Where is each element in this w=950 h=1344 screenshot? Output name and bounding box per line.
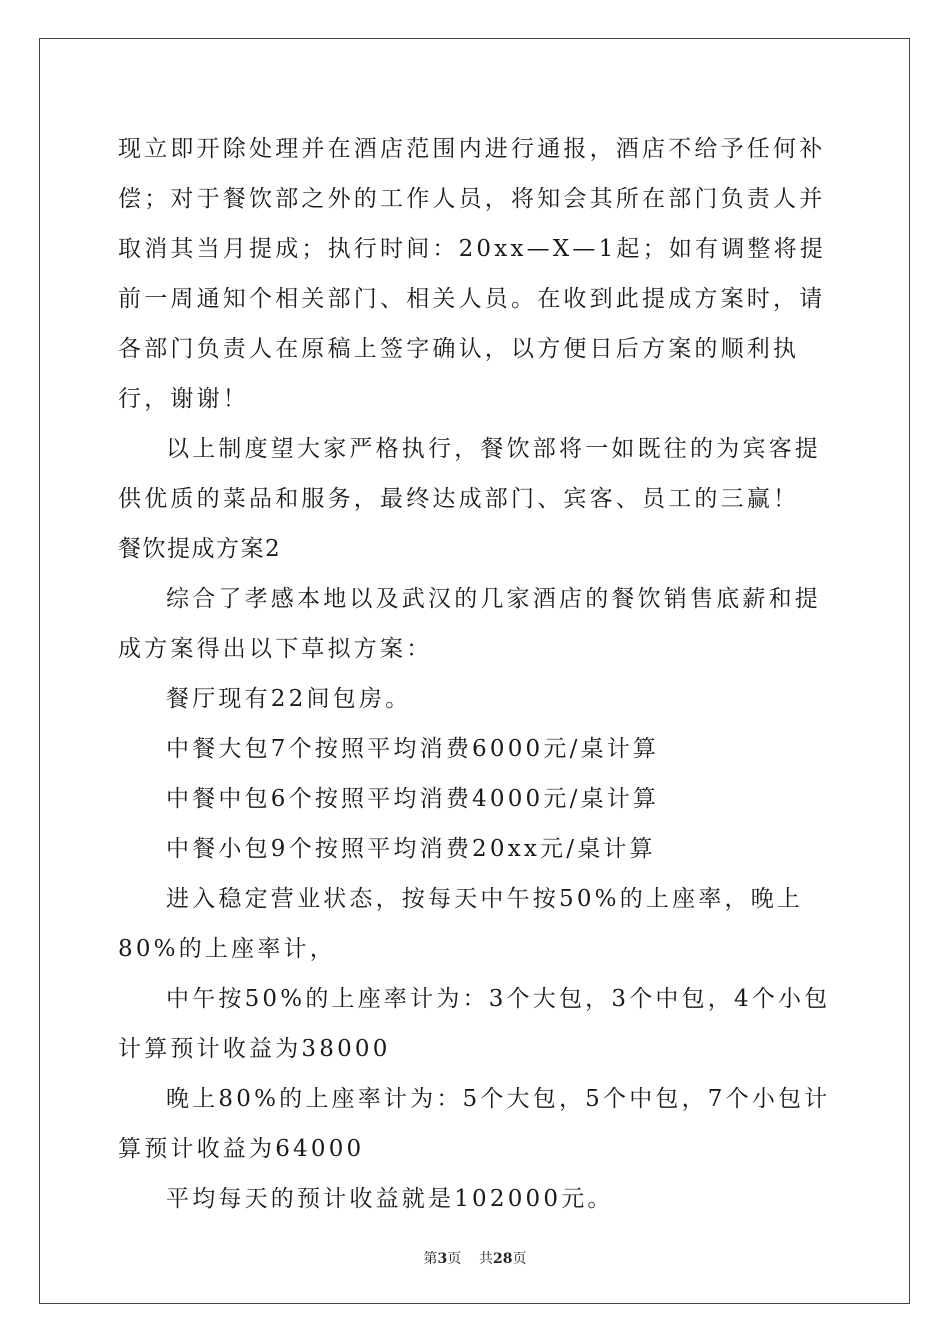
paragraph-intro: 综合了孝感本地以及武汉的几家酒店的餐饮销售底薪和提成方案得出以下草拟方案： — [118, 586, 821, 662]
page-footer — [0, 1248, 950, 1268]
paragraph-continuation: 现立即开除处理并在酒店范围内进行通报，酒店不给予任何补偿；对于餐饮部之外的工作人员，将知会其所在部门负责人并取消其当月提成；执行时间：20xx—X—1起；如有调整将提前一周通知个相关部门、相关人员。在收到此提成方案时，请各部门负责人在原稿上签字确认，以方便日后方案的顺利执行，谢谢！ — [118, 136, 827, 412]
page-suffix: 页 — [447, 1251, 462, 1267]
page-prefix: 第 — [423, 1251, 438, 1267]
paragraph-occupancy: 进入稳定营业状态，按每天中午按50%的上座率，晚上80%的上座率计， — [118, 886, 804, 962]
paragraph-small-rooms: 中餐小包9个按照平均消费20xx元/桌计算 — [166, 836, 656, 862]
total-pages: 28 — [493, 1251, 513, 1267]
paragraph-daily-revenue: 平均每天的预计收益就是102000元。 — [166, 1186, 614, 1212]
document-body — [118, 124, 836, 1224]
page-number: 3 — [437, 1251, 448, 1267]
total-suffix: 页 — [512, 1251, 527, 1267]
paragraph-large-rooms: 中餐大包7个按照平均消费6000元/桌计算 — [166, 736, 660, 762]
paragraph-evening-revenue: 晚上80%的上座率计为：5个大包，5个中包，7个小包计算预计收益为64000 — [118, 1086, 831, 1162]
paragraph-closing: 以上制度望大家严格执行，餐饮部将一如既往的为宾客提供优质的菜品和服务，最终达成部门、宾客、员工的三赢！ — [118, 436, 821, 512]
paragraph-rooms: 餐厅现有22间包房。 — [166, 686, 412, 712]
paragraph-noon-revenue: 中午按50%的上座率计为：3个大包，3个中包，4个小包计算预计收益为38000 — [118, 986, 831, 1062]
total-prefix: 共 — [479, 1251, 494, 1267]
paragraph-medium-rooms: 中餐中包6个按照平均消费4000元/桌计算 — [166, 786, 660, 812]
section-heading: 餐饮提成方案2 — [118, 536, 282, 562]
